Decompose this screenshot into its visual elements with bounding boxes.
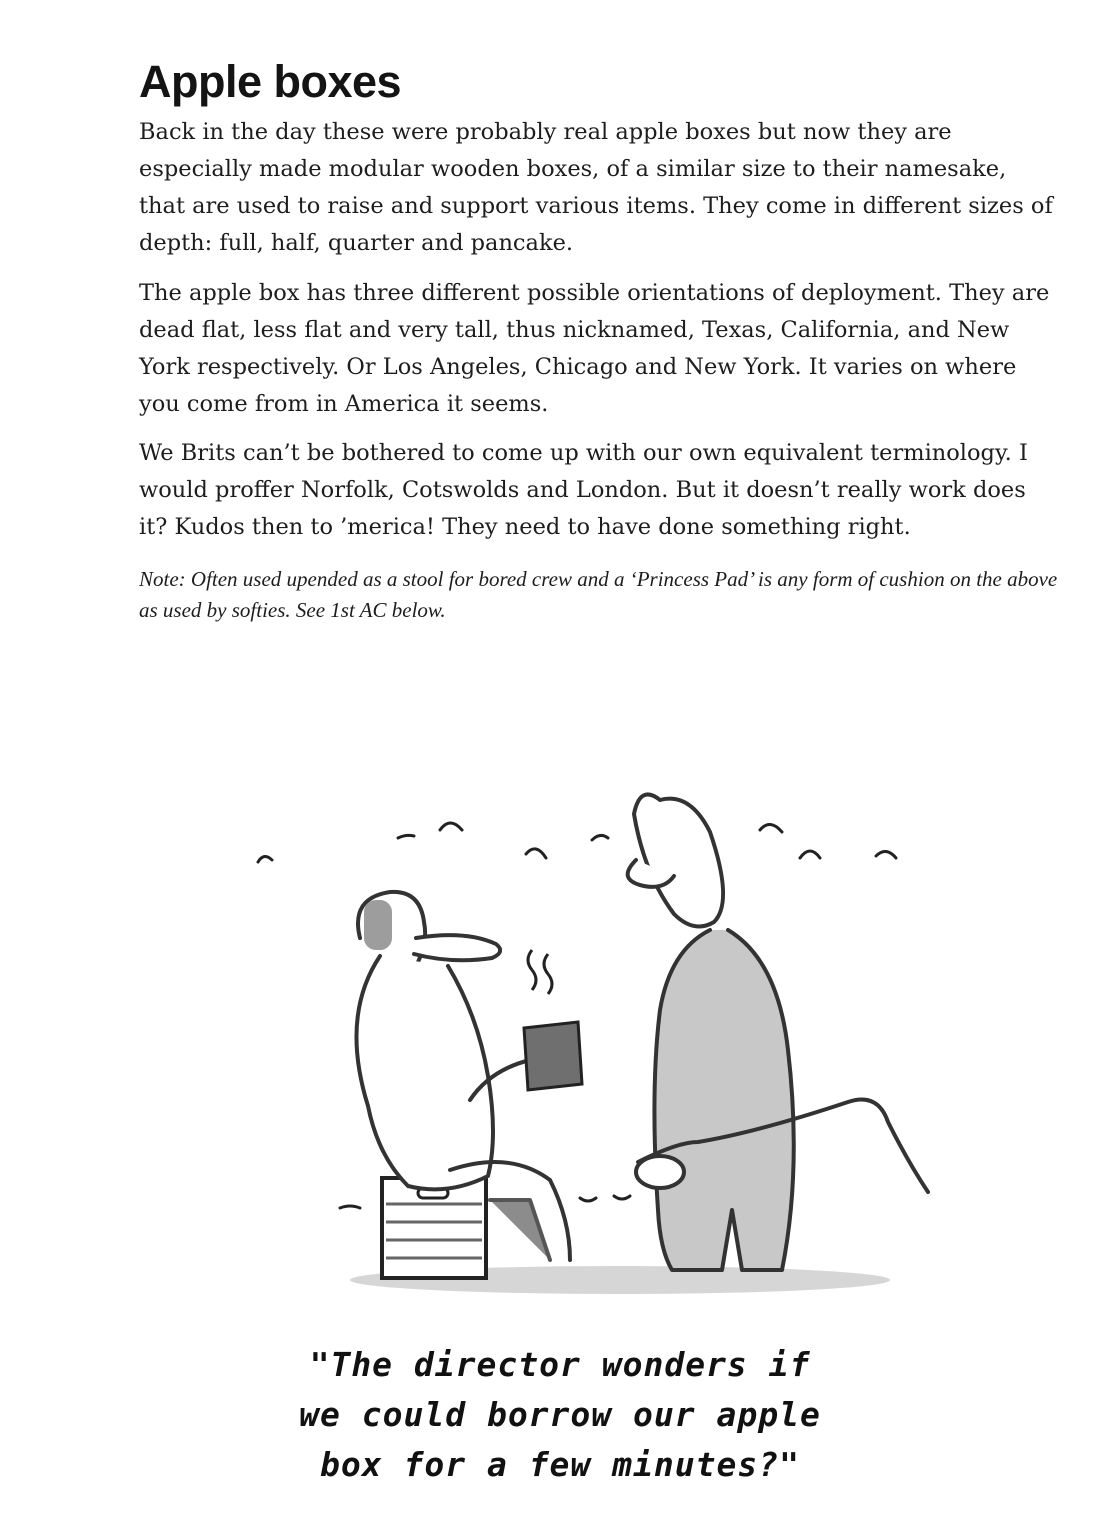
paragraph-1: Back in the day these were probably real apple boxes but now they are especially made modular wooden boxes, of a similar size to their namesake, that are used to raise and support various items. They come in different sizes of depth: full, half, quarter and pancake. [139, 119, 1053, 256]
paragraph-2: The apple box has three different possible orientations of deployment. They are dead flat, less flat and very tall, thus nicknamed, Texas, California, and New York respectively. Or Los Angeles, Chicago and New York. It varies on where you come from in America it seems. [139, 280, 1050, 417]
cartoon-illustration [240, 760, 980, 1320]
apple-box [382, 1178, 486, 1278]
cartoon-caption [200, 1340, 920, 1490]
caption-line-1: "The director wonders if [309, 1345, 811, 1384]
paragraph-3: We Brits can’t be bothered to come up with our own equivalent terminology. I would proffer Norfolk, Cotswolds and London. But it doesn’t really work does it? Kudos then to ’merica! They need to have done something right. [139, 440, 1028, 540]
note-text: Note: Often used upended as a stool for bored crew and a ‘Princess Pad’ is any form of cushion on the above as used by softies. See 1st AC below. [139, 567, 1058, 622]
page-title: Apple boxes [139, 56, 402, 107]
standing-director-figure [628, 794, 928, 1270]
mug-icon [524, 950, 582, 1090]
caption-line-2: we could borrow our apple [299, 1395, 821, 1434]
caption-line-3: box for a few minutes?" [320, 1445, 800, 1484]
squiggle-marks [258, 823, 896, 1208]
